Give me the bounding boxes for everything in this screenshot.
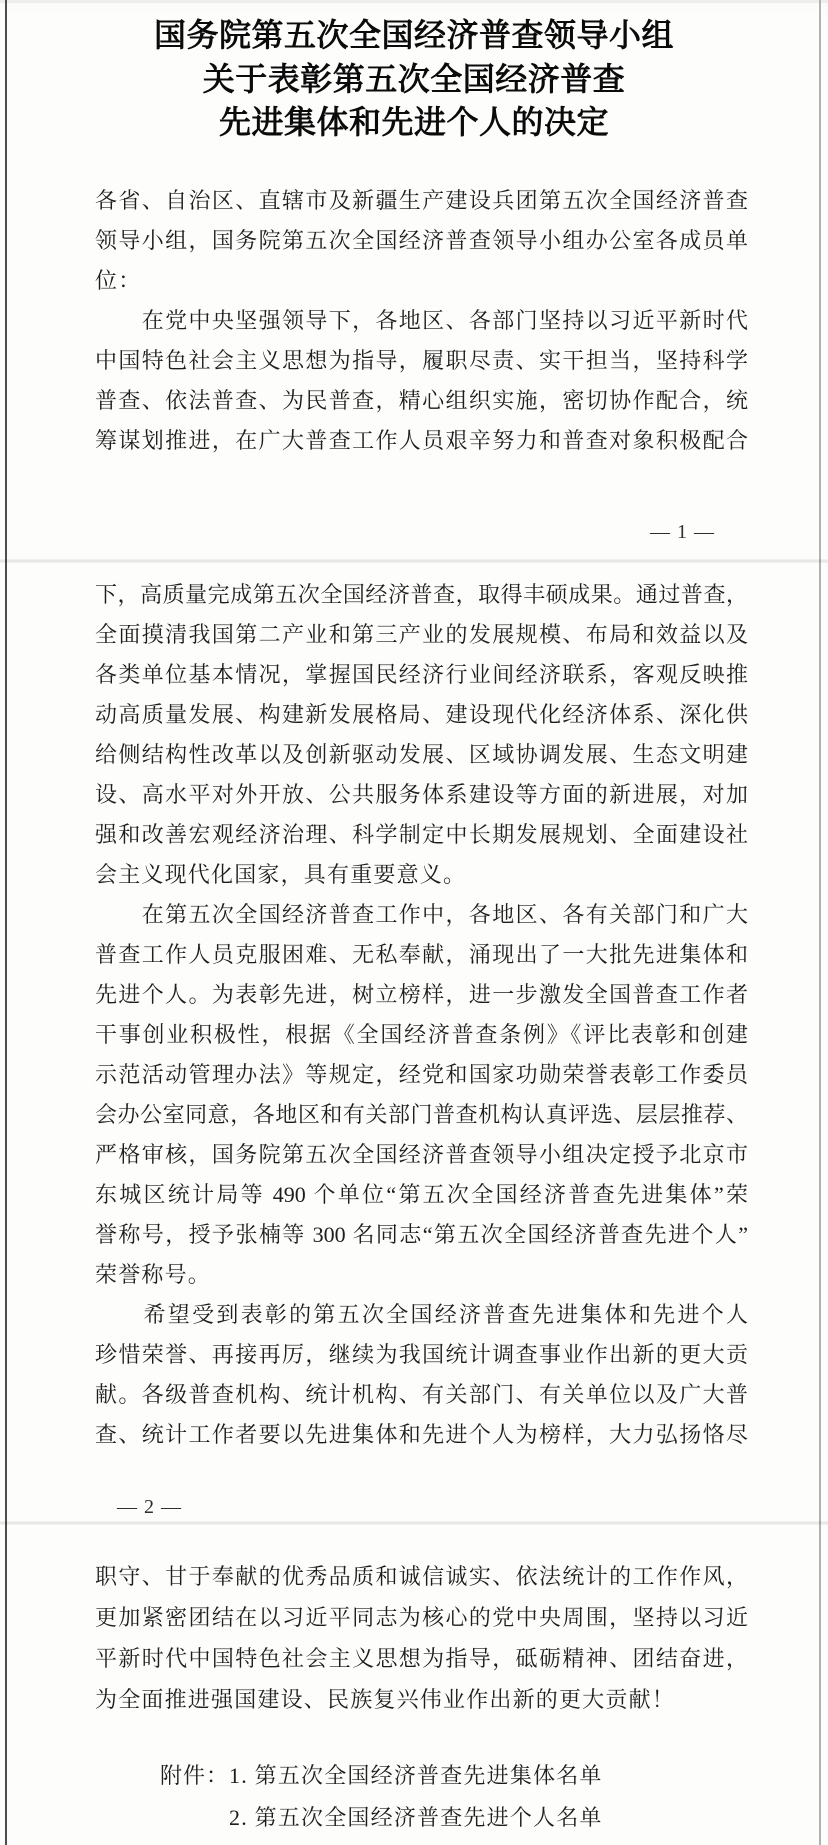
text-line: 誉称号，授予张楠等 300 名同志“第五次全国经济普查先进个人”: [95, 1222, 748, 1247]
text-line: 严格审核，国务院第五次全国经济普查领导小组决定授予北京市: [95, 1142, 748, 1167]
scan-right-border: [819, 0, 821, 1845]
text-line: 强和改善宏观经济治理、科学制定中长期发展规划、全面建设社: [95, 822, 748, 847]
page-number-1: — 1 —: [650, 521, 715, 543]
document-title: [0, 14, 828, 145]
text-line: 会主义现代化国家，具有重要意义。: [95, 862, 467, 887]
text-line: 希望受到表彰的第五次全国经济普查先进集体和先进个人: [95, 1302, 748, 1327]
attachment-item-1: 1. 第五次全国经济普查先进集体名单: [229, 1763, 603, 1788]
text-line: 珍惜荣誉、再接再厉，继续为我国统计调查事业作出新的更大贡: [95, 1342, 748, 1367]
scan-left-border: [5, 0, 7, 1845]
text-line: 各类单位基本情况，掌握国民经济行业间经济联系，客观反映推: [95, 662, 748, 687]
text-line: 为全面推进强国建设、民族复兴伟业作出新的更大贡献！: [95, 1687, 676, 1712]
text-line: 在党中央坚强领导下，各地区、各部门坚持以习近平新时代: [95, 308, 748, 333]
attachments-label: 附件：: [160, 1763, 230, 1788]
text-line: 更加紧密团结在以习近平同志为核心的党中央周围，坚持以习近: [95, 1605, 748, 1630]
attachments-section: [95, 1755, 748, 1839]
text-line: 先进个人。为表彰先进，树立榜样，进一步激发全国普查工作者: [95, 982, 748, 1007]
text-line: 各省、自治区、直辖市及新疆生产建设兵团第五次全国经济普查: [95, 188, 748, 213]
text-line: 筹谋划推进，在广大普查工作人员艰辛努力和普查对象积极配合: [95, 428, 748, 453]
text-line: 查、统计工作者要以先进集体和先进个人为榜样，大力弘扬恪尽: [95, 1422, 748, 1447]
text-line: 干事创业积极性，根据《全国经济普查条例》《评比表彰和创建: [95, 1022, 748, 1047]
text-line: 平新时代中国特色社会主义思想为指导，砥砺精神、团结奋进，: [95, 1646, 748, 1671]
text-line: 会办公室同意，各地区和有关部门普查机构认真评选、层层推荐、: [95, 1102, 748, 1127]
text-line: 设、高水平对外开放、公共服务体系建设等方面的新进展，对加: [95, 782, 748, 807]
scan-top-edge: [0, 0, 828, 3]
page-number-2: — 2 —: [117, 1496, 182, 1518]
text-line: 位：: [95, 268, 142, 293]
text-line: 给侧结构性改革以及创新驱动发展、区域协调发展、生态文明建: [95, 742, 748, 767]
text-line: 下，高质量完成第五次全国经济普查，取得丰硕成果。通过普查，: [95, 582, 748, 607]
page1-body: [95, 181, 748, 461]
title-line-2: 关于表彰第五次全国经济普查: [202, 60, 626, 97]
title-line-1: 国务院第五次全国经济普查领导小组: [153, 17, 674, 53]
text-line: 在第五次全国经济普查工作中，各地区、各有关部门和广大: [95, 902, 748, 927]
text-line: 中国特色社会主义思想为指导，履职尽责、实干担当，坚持科学: [95, 348, 748, 373]
page-break-seam-1: [0, 559, 828, 563]
text-line: 动高质量发展、构建新发展格局、建设现代化经济体系、深化供: [95, 702, 748, 727]
page2-body: [95, 575, 748, 1455]
text-line: 荣誉称号。: [95, 1262, 212, 1287]
page3-body: [95, 1556, 748, 1720]
attachment-item-2: 2. 第五次全国经济普查先进个人名单: [229, 1805, 603, 1830]
attachments-list: [229, 1755, 603, 1839]
text-line: 职守、甘于奉献的优秀品质和诚信诚实、依法统计的工作作风，: [95, 1564, 748, 1589]
text-line: 示范活动管理办法》等规定，经党和国家功勋荣誉表彰工作委员: [95, 1062, 748, 1087]
text-line: 领导小组，国务院第五次全国经济普查领导小组办公室各成员单: [95, 228, 748, 253]
text-line: 东城区统计局等 490 个单位“第五次全国经济普查先进集体”荣: [95, 1182, 748, 1207]
title-line-3: 先进集体和先进个人的决定: [218, 104, 609, 140]
text-line: 全面摸清我国第二产业和第三产业的发展规模、布局和效益以及: [95, 622, 748, 647]
text-line: 普查工作人员克服困难、无私奉献，涌现出了一大批先进集体和: [95, 942, 748, 967]
text-line: 献。各级普查机构、统计机构、有关部门、有关单位以及广大普: [95, 1382, 748, 1407]
text-line: 普查、依法普查、为民普查，精心组织实施，密切协作配合，统: [95, 388, 748, 413]
